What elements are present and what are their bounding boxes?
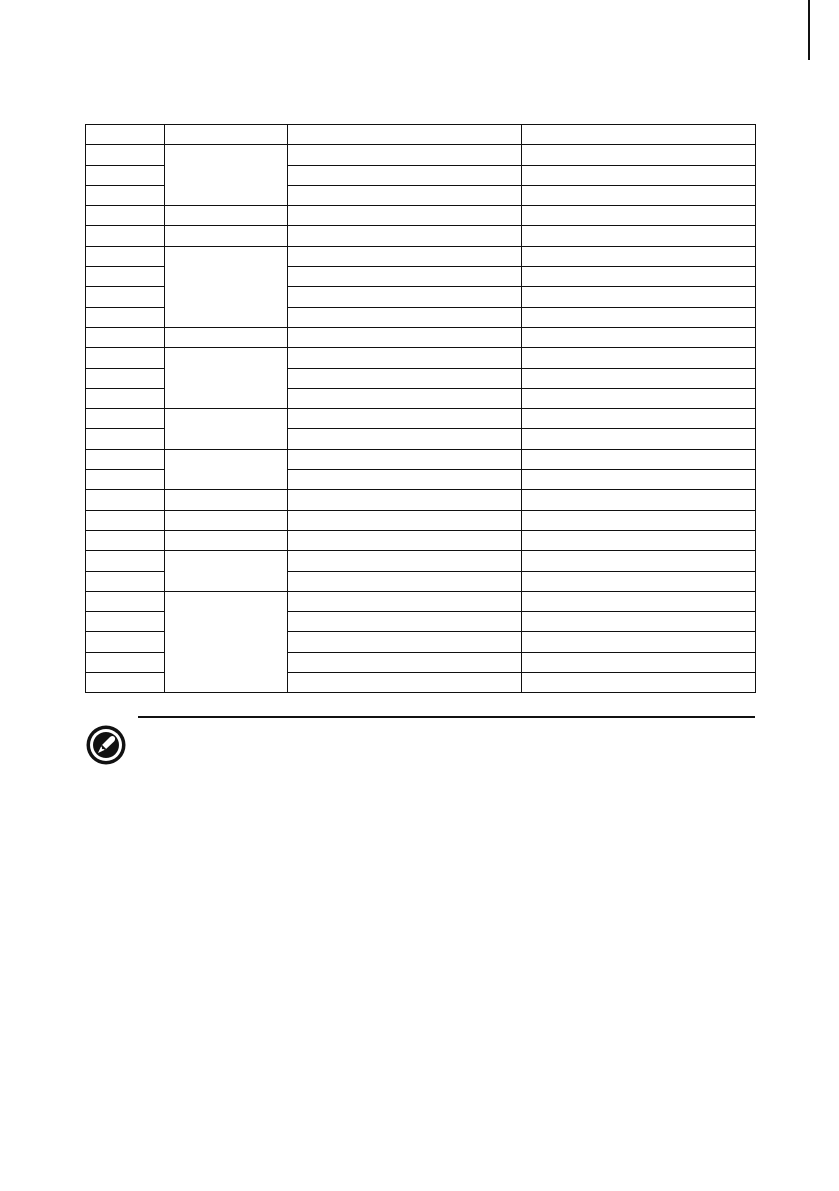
table-cell-c1: [86, 591, 165, 611]
specification-table-body: [86, 125, 756, 693]
table-cell-c4: [522, 612, 756, 632]
table-cell-c3: [288, 429, 522, 449]
table-cell-c4: [522, 551, 756, 571]
table-row: [86, 409, 756, 429]
table-cell-c3: [288, 125, 522, 145]
table-cell-c4: [522, 388, 756, 408]
table-cell-c3: [288, 267, 522, 287]
table-row: [86, 551, 756, 571]
table-cell-c1: [86, 307, 165, 327]
table-cell-c3: [288, 409, 522, 429]
table-cell-c3: [288, 388, 522, 408]
table-cell-c2: [165, 125, 288, 145]
table-cell-c4: [522, 348, 756, 368]
table-cell-c4: [522, 368, 756, 388]
table-cell-c3: [288, 348, 522, 368]
table-cell-c2: [165, 591, 288, 692]
table-cell-c4: [522, 267, 756, 287]
table-cell-c3: [288, 510, 522, 530]
table-cell-c3: [288, 226, 522, 246]
table-cell-c3: [288, 185, 522, 205]
table-cell-c2: [165, 551, 288, 592]
table-cell-c3: [288, 530, 522, 550]
table-cell-c4: [522, 165, 756, 185]
table-cell-c1: [86, 470, 165, 490]
table-cell-c1: [86, 652, 165, 672]
table-cell-c4: [522, 530, 756, 550]
table-cell-c1: [86, 246, 165, 266]
table-cell-c3: [288, 612, 522, 632]
table-cell-c4: [522, 145, 756, 165]
table-cell-c2: [165, 327, 288, 347]
table-cell-c3: [288, 287, 522, 307]
table-row: [86, 348, 756, 368]
table-cell-c4: [522, 287, 756, 307]
table-cell-c1: [86, 165, 165, 185]
table-cell-c1: [86, 226, 165, 246]
table-cell-c2: [165, 226, 288, 246]
table-cell-c4: [522, 510, 756, 530]
table-cell-c2: [165, 409, 288, 450]
margin-marker-line: [808, 0, 810, 60]
note-pen-icon: [84, 723, 128, 767]
table-cell-c2: [165, 490, 288, 510]
table-cell-c1: [86, 368, 165, 388]
table-cell-c1: [86, 571, 165, 591]
table-cell-c4: [522, 591, 756, 611]
table-cell-c3: [288, 246, 522, 266]
table-row: [86, 327, 756, 347]
table-cell-c1: [86, 510, 165, 530]
table-cell-c2: [165, 530, 288, 550]
table-cell-c2: [165, 449, 288, 490]
table-cell-c3: [288, 673, 522, 693]
table-cell-c4: [522, 409, 756, 429]
table-cell-c3: [288, 145, 522, 165]
table-cell-c4: [522, 429, 756, 449]
table-cell-c1: [86, 409, 165, 429]
table-cell-c3: [288, 165, 522, 185]
note-divider: [138, 716, 755, 718]
table-cell-c4: [522, 490, 756, 510]
table-cell-c3: [288, 307, 522, 327]
table-cell-c3: [288, 449, 522, 469]
table-cell-c1: [86, 449, 165, 469]
table-row: [86, 206, 756, 226]
table-cell-c1: [86, 185, 165, 205]
table-cell-c4: [522, 206, 756, 226]
table-cell-c2: [165, 348, 288, 409]
table-cell-c4: [522, 246, 756, 266]
table-cell-c2: [165, 246, 288, 327]
table-cell-c3: [288, 551, 522, 571]
table-cell-c4: [522, 632, 756, 652]
table-cell-c1: [86, 206, 165, 226]
table-cell-c1: [86, 287, 165, 307]
table-cell-c4: [522, 125, 756, 145]
table-cell-c4: [522, 327, 756, 347]
table-cell-c2: [165, 510, 288, 530]
table-cell-c4: [522, 226, 756, 246]
table-cell-c3: [288, 571, 522, 591]
table-cell-c3: [288, 591, 522, 611]
table-cell-c1: [86, 348, 165, 368]
table-cell-c4: [522, 307, 756, 327]
table-cell-c1: [86, 267, 165, 287]
table-cell-c3: [288, 490, 522, 510]
table-cell-c1: [86, 429, 165, 449]
table-cell-c4: [522, 185, 756, 205]
table-cell-c1: [86, 490, 165, 510]
table-cell-c3: [288, 327, 522, 347]
table-cell-c4: [522, 571, 756, 591]
table-row: [86, 125, 756, 145]
table-cell-c1: [86, 125, 165, 145]
table-cell-c1: [86, 530, 165, 550]
table-cell-c4: [522, 449, 756, 469]
table-cell-c1: [86, 551, 165, 571]
table-cell-c4: [522, 652, 756, 672]
table-cell-c1: [86, 632, 165, 652]
table-cell-c4: [522, 470, 756, 490]
table-cell-c2: [165, 145, 288, 206]
table-cell-c1: [86, 612, 165, 632]
table-cell-c4: [522, 673, 756, 693]
table-cell-c1: [86, 145, 165, 165]
table-row: [86, 226, 756, 246]
table-cell-c1: [86, 673, 165, 693]
specification-table: [85, 124, 756, 693]
table-row: [86, 591, 756, 611]
table-cell-c1: [86, 388, 165, 408]
table-row: [86, 145, 756, 165]
table-cell-c1: [86, 327, 165, 347]
table-cell-c3: [288, 632, 522, 652]
table-row: [86, 510, 756, 530]
table-cell-c2: [165, 206, 288, 226]
table-cell-c3: [288, 206, 522, 226]
table-cell-c3: [288, 470, 522, 490]
table-row: [86, 449, 756, 469]
table-cell-c3: [288, 368, 522, 388]
table-row: [86, 246, 756, 266]
table-row: [86, 530, 756, 550]
table-row: [86, 490, 756, 510]
table-cell-c3: [288, 652, 522, 672]
